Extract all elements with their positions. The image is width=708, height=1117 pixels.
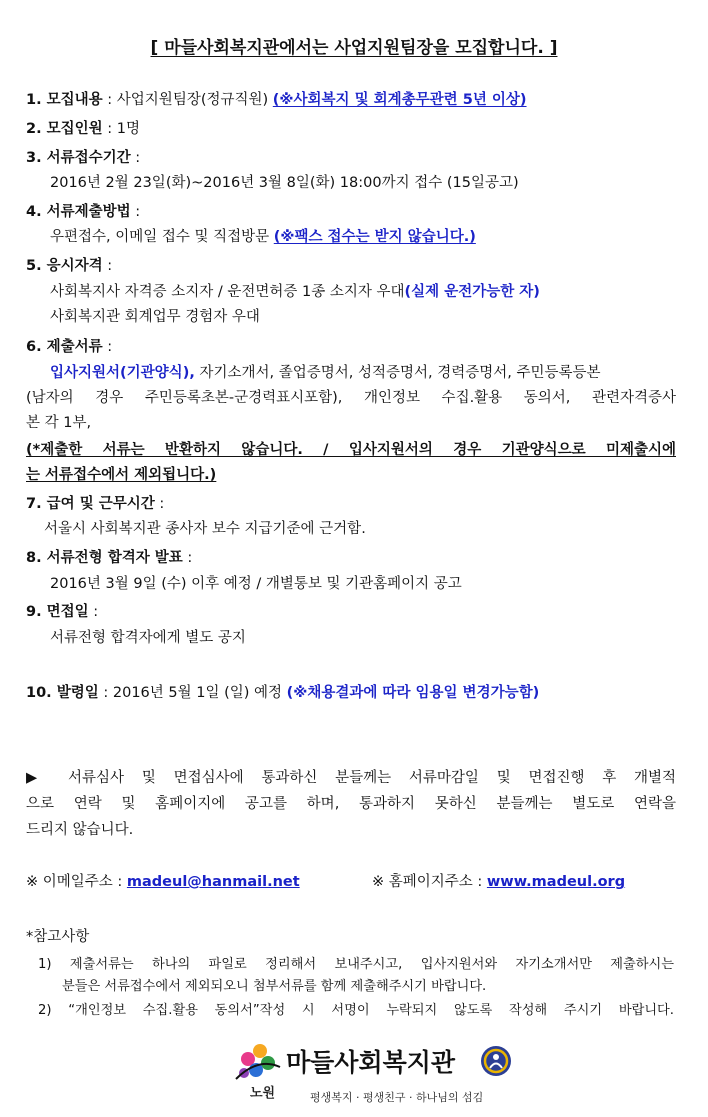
item-announcement: 8. 서류전형 합격자 발표 : — [26, 550, 193, 566]
email-link[interactable]: madeul@hanmail.net — [126, 874, 300, 890]
qualification-line-1: 사회복지사 자격증 소지자 / 운전면허증 1종 소지자 우대(실제 운전가능한 자) — [50, 284, 540, 300]
reference-item-1b: 분들은 서류접수에서 제외되오니 첨부서류를 함께 제출해주시기 바랍니다. — [62, 979, 487, 994]
item-submission-method: 4. 서류제출방법 : — [26, 204, 141, 220]
item-interview-date: 9. 면접일 : — [26, 604, 99, 620]
submission-method-detail: 우편접수, 이메일 접수 및 직접방문 (※팩스 접수는 받지 않습니다.) — [50, 229, 476, 245]
qualification-line-2: 사회복지관 회계업무 경험자 우대 — [50, 309, 260, 325]
documents-line-2: (남자의 경우 주민등록초본-군경력표시포함), 개인정보 수집.활용 동의서, 관련자격증사 — [26, 390, 676, 406]
item-salary-hours: 7. 급여 및 근무시간 : — [26, 496, 165, 512]
documents-warning-2: 는 서류접수에서 제외됩니다.) — [26, 467, 217, 483]
notice-line-1: ▶ 서류심사 및 면접심사에 통과하신 분들께는 서류마감일 및 면접진행 후 개별적 — [26, 770, 676, 786]
svg-text:마들사회복지관: 마들사회복지관 — [286, 1048, 456, 1077]
application-period-detail: 2016년 2월 23일(화)~2016년 3월 8일(화) 18:00까지 접수 (15일공고) — [50, 175, 519, 191]
homepage-link[interactable]: www.madeul.org — [486, 874, 626, 890]
email-row: ※ 이메일주소 : madeul@hanmail.net — [26, 874, 300, 890]
item-qualifications: 5. 응시자격 : — [26, 258, 113, 274]
salary-hours-detail: 서울시 사회복지관 종사자 보수 지급기준에 근거함. — [44, 521, 366, 537]
svg-text:노원: 노원 — [250, 1086, 276, 1101]
notice-line-3: 드리지 않습니다. — [26, 822, 134, 838]
interview-date-detail: 서류전형 합격자에게 별도 공지 — [50, 630, 246, 646]
item-recruit-content: 1. 모집내용 : 사업지원팀장(정규직원) (※사회복지 및 회계총무관련 5년 이상) — [26, 92, 527, 108]
documents-line-1: 입사지원서(기관양식), 자기소개서, 졸업증명서, 성적증명서, 경력증명서, 주민등록등본 — [50, 365, 601, 381]
reference-item-2: 2) “개인정보 수집.활용 동의서”작성 시 서명이 누락되지 않도록 작성해 주시기 바랍니다. — [38, 1003, 674, 1018]
reference-item-1a: 1) 제출서류는 하나의 파일로 정리해서 보내주시고, 입사지원서와 자기소개서만 제출하시는 — [38, 957, 674, 972]
documents-warning-1: (*제출한 서류는 반환하지 않습니다. / 입사지원서의 경우 기관양식으로 미제출시에 — [26, 442, 676, 458]
item-recruit-count: 2. 모집인원 : 1명 — [26, 121, 141, 137]
svg-text:평생복지 · 평생친구 · 하나님의 섬김: 평생복지 · 평생친구 · 하나님의 섬김 — [310, 1091, 484, 1104]
announcement-detail: 2016년 3월 9일 (수) 이후 예정 / 개별통보 및 기관홈페이지 공고 — [50, 576, 462, 592]
documents-line-3: 본 각 1부, — [26, 415, 92, 431]
homepage-row: ※ 홈페이지주소 : www.madeul.org — [372, 874, 626, 890]
item-application-period: 3. 서류접수기간 : — [26, 150, 141, 166]
item-documents: 6. 제출서류 : — [26, 339, 113, 355]
reference-heading: *참고사항 — [26, 929, 90, 945]
item-appointment-date: 10. 발령일 : 2016년 5월 1일 (일) 예정 (※채용결과에 따라 임용일 변경가능함) — [26, 685, 540, 701]
org-emblem-icon — [228, 1037, 518, 1112]
notice-line-2: 으로 연락 및 홈페이지에 공고를 하며, 통과하지 못하신 분들께는 별도로 연락을 — [26, 796, 676, 812]
page-title: [ 마들사회복지관에서는 사업지원팀장을 모집합니다. ] — [150, 38, 558, 58]
org-logo — [228, 1037, 518, 1112]
